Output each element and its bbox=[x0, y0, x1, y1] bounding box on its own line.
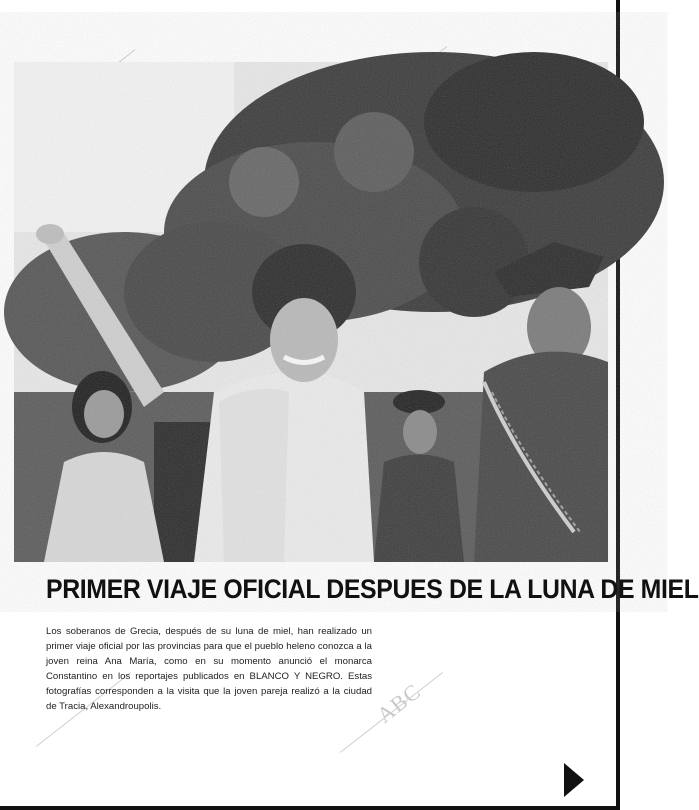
news-photograph bbox=[14, 62, 608, 562]
watermark-bottom-center: ABC bbox=[372, 678, 426, 728]
arrow-right-icon bbox=[564, 763, 584, 797]
article-body: Los soberanos de Grecia, después de su luna de miel, han realizado un primer viaje oficial por las provincias para que el pueblo heleno conozca a la joven reina Ana María, como en su momento anunció el monarca Constantino en los reportajes publicados en BLANCO Y NEGRO. Estas fotografías corresponden a la visita que la joven pareja realizó a la ciudad de Tracia, Alexandroupolis. bbox=[46, 626, 372, 712]
article-headline: PRIMER VIAJE OFICIAL DESPUES DE LA LUNA DE MIEL bbox=[46, 574, 699, 604]
photo-illustration bbox=[14, 62, 608, 562]
arrow-right-shape bbox=[564, 763, 584, 797]
